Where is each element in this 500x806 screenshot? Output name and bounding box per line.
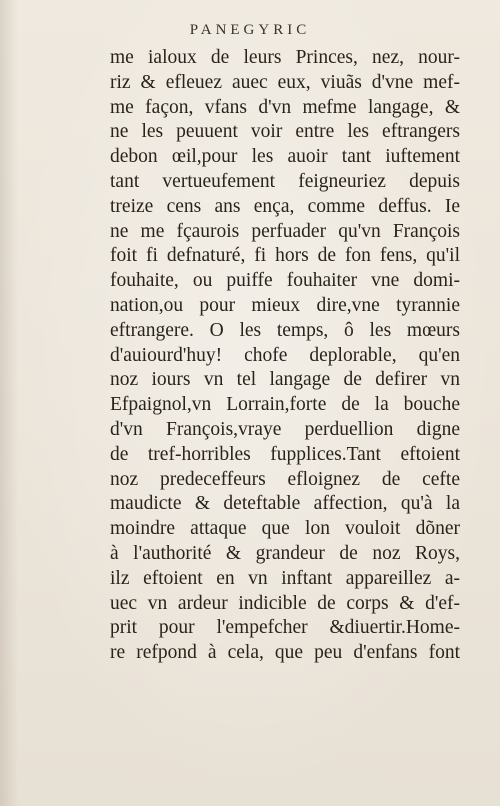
text-line: me ialoux de leurs Princes, nez, nour- (110, 47, 460, 68)
text-line: debon œil,pour les auoir tant iuftement (110, 146, 460, 168)
text-line: noz predeceffeurs efloignez de cefte (110, 468, 460, 490)
text-line: foit fi defnaturé, fi hors de fon fens, qu'il (110, 245, 460, 267)
text-line: ilz eftoient en vn inftant appareillez a- (110, 567, 460, 589)
page-gutter-shadow (0, 0, 18, 806)
text-line: riz & efleuez auec eux, viuãs d'vne mef- (110, 71, 460, 93)
text-line: eftrangere. O les temps, ô les mœurs (110, 319, 460, 341)
text-line: de tref-horribles fupplices.Tant eftoient (110, 443, 460, 465)
body-text (110, 46, 460, 666)
text-line: re refpond à cela, que peu d'enfans font (110, 642, 460, 664)
text-line: moindre attaque que lon vouloit dõner (110, 518, 460, 540)
text-line: noz iours vn tel langage de defirer vn (110, 369, 460, 391)
text-line: Efpaignol,vn Lorrain,forte de la bouche (110, 394, 460, 416)
text-line: nation,ou pour mieux dire,vne tyrannie (110, 294, 460, 316)
text-line: d'auiourd'huy! chofe deplorable, qu'en (110, 344, 460, 366)
text-line: ne me fçaurois perfuader qu'vn François (110, 220, 460, 242)
text-line: maudicte & deteftable affection, qu'à la (110, 493, 460, 515)
text-line: treize cens ans ença, comme deffus. Ie (110, 195, 460, 217)
text-line: fouhaite, ou puiffe fouhaiter vne domi- (110, 270, 460, 292)
text-line: d'vn François,vraye perduellion digne (110, 418, 460, 440)
running-head: PANEGYRIC (189, 22, 311, 38)
text-line: à l'authorité & grandeur de noz Roys, (110, 542, 460, 564)
text-line: uec vn ardeur indicible de corps & d'ef- (110, 592, 460, 614)
text-line: prit pour l'empefcher &diuertir.Home- (110, 617, 460, 639)
text-line: me façon, vfans d'vn mefme langage, & (110, 96, 460, 118)
text-line: tant vertueufement feigneuriez depuis (110, 170, 460, 192)
text-line: ne les peuuent voir entre les eftrangers (110, 121, 460, 143)
